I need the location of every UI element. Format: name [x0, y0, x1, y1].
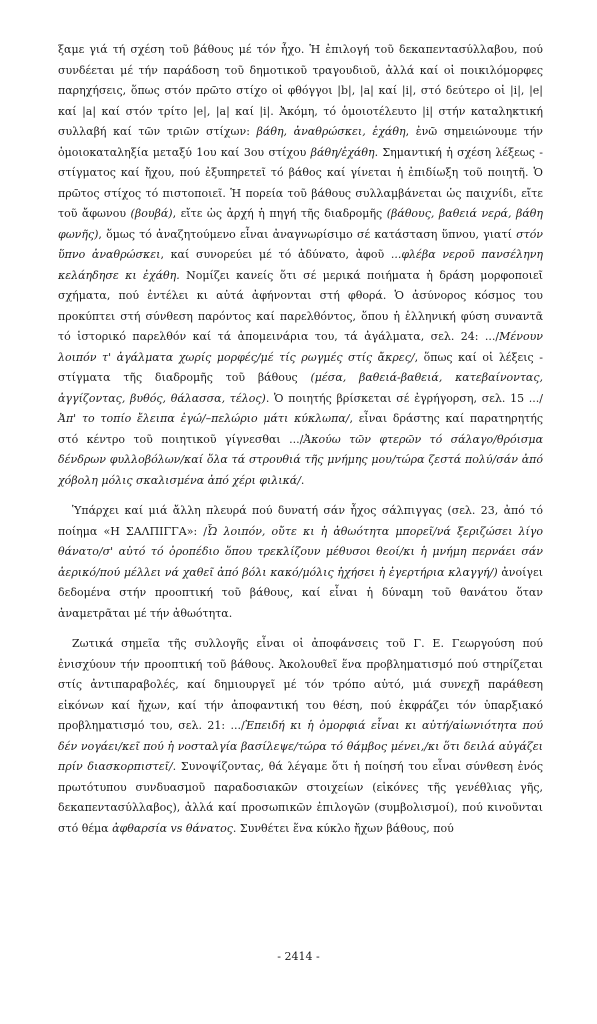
page-number: - 2414 -: [277, 950, 320, 963]
text-run: Ζωτικά σημεῖα τῆς συλλογῆς εἶναι οἱ ἀποφάνσεις τοῦ Γ. Ε. Γεωργούση πού ἐνισχύουν τήν προοπτική τοῦ βάθους. Ἀκολουθεῖ ἕνα προβληματισμό πού στηρίζεται στίς ἀντιπαραβολές, καί δημιουργεῖ μέ τόν τρόπο αὐτό, μιά συνεχῆ παράθεση εἰκόνων καί ἤχων, καί τήν ἀποφαντική του θέση, πού ἐκφράζει τόν ὑπαρξιακό προβληματισμό του, σελ. 21: .../: [58, 637, 543, 732]
text-run: , ὅπως καί οἱ λέξεις - στίγματα τῆς διαδρομῆς τοῦ βάθους: [58, 350, 543, 384]
text-run: . Συνοψίζοντας, θά λέγαμε ὅτι ἡ ποίησή του εἶναι σύνθεση ἑνός πρωτότυπου συνδυασμοῦ παραδοσιακῶν στοιχείων (εἰκόνες τῆς γενέθλιας γῆς, δεκαπεντασύλλαβος), ἀλλά καί προσωπικῶν ἐπιλογῶν (συμβολισμοί), πού κινοῦνται στό θέμα: [58, 760, 543, 835]
italic-quote: ...φλέβα νεροῦ πανσέληνη κελάηδησε κι ἐχάθη.: [58, 248, 544, 282]
text-run: .: [300, 473, 305, 487]
text-run: , ὅμως τό ἀναζητούμενο εἶναι ἀναγνωρίσιμο σέ κατάσταση ὕπνου, γιατί: [98, 227, 517, 241]
paragraph-3: [58, 634, 543, 839]
italic-quote: βάθη, ἀναθρώσκει, ἐχάθη: [256, 125, 406, 138]
text-run: . Συνθέτει ἕνα κύκλο ἤχων βάθους, πού: [232, 821, 454, 835]
italic-quote: Ἀκούω τῶν φτερῶν τό σάλαγο/θρόισμα δένδρων φυλλοβόλων/καί ὅλα τά στρουθιά τῆς μνήμης μου/τώρα ζεστά πολύ/σάν ἀπό χόβολη μόλις σκαλισμένα ἀπό χέρι φιλικά/: [58, 432, 543, 487]
text-run: Ὑπάρχει καί μιά ἄλλη πλευρά πού δυνατή σάν ἦχος σάλπιγγας (σελ. 23, ἀπό τό ποίημα «Η ΣΑΛΠΙΓΓΑ»: /: [58, 504, 543, 538]
page-body: [58, 40, 543, 839]
italic-quote: Μένουν λοιπόν τ' ἀγάλματα χωρίς μορφές/μέ τίς ρωγμές στίς ἄκρες/: [58, 330, 543, 364]
text-run: ξαμε γιά τή σχέση τοῦ βάθους μέ τόν ἦχο. Ἡ ἐπιλογή τοῦ δεκαπεντασύλλαβου, πού συνδέεται μέ τήν παράδοση τοῦ δημοτικοῦ τραγουδιοῦ, ἀλλά καί οἱ ποικιλόμορφες παρηχήσεις, ὅπως στόν πρῶτο στίχο οἱ φθόγγοι |b|, |a| καί |i|, στό δεύτερο οἱ |i|, |e| καί |a| καί στόν τρίτο |e|, |a| καί |i|. Ἀκόμη, τό ὁμοιοτέλευτο |i| στήν καταληκτική συλλαβή καί τῶν τριῶν στίχων:: [58, 43, 543, 138]
text-run: Νομίζει κανείς ὅτι σέ μερικά ποιήματα ἡ δράση μορφοποιεῖ σχήματα, πού ἐντέλει κι αὐτά ἀφήνονται στή φθορά. Ὁ ἀσύνορος κόσμος του προκύπτει στή σύνθεση παρόντος καί παρελθόντος, ὅπου ἡ ἑλληνική φύση συναντᾶ τό ἱστορικό παρελθόν καί τά ἀπομεινάρια του, τά ἀγάλματα, σελ. 24: .../: [58, 268, 543, 343]
italic-quote: (βουβά): [130, 207, 173, 220]
text-run: . Ὁ ποιητής βρίσκεται σέ ἐγρήγορση, σελ. 15 .../: [265, 391, 543, 405]
text-run: , ἐνῶ σημειώνουμε τήν ὁμοιοκαταληξία μεταξύ 1ου καί 3ου στίχου: [58, 125, 543, 159]
text-run: , εἶναι δράστης καί παρατηρητής στό κέντρο τοῦ ποιητικοῦ γίγνεσθαι .../: [58, 412, 543, 446]
italic-quote: βάθη/ἐχάθη: [310, 145, 375, 159]
italic-quote: Ὦ λοιπόν, οὔτε κι ἡ ἀθωότητα μπορεῖ/νά ξεριζώσει λίγο θάνατο/σ' αὐτό τό ὀροπέδιο ὅπου τρεκλίζουν μέθυσοι θεοί/κι ἡ μνήμη περνάει σάν ἀερικό/πού μέλλει νά χαθεῖ ἀπό βόλι κακό/μόλις ἠχήσει ἡ ἐγερτήρια κλαγγή/): [58, 524, 544, 579]
paragraph-1: [58, 40, 543, 491]
italic-quote: Ἀπ' το τοπίο ἔλειπα ἐγώ/–πελώριο μάτι κύκλωπα/: [58, 412, 350, 425]
text-run: , καί συνορεύει μέ τό ἀδύνατο, ἀφοῦ: [160, 248, 391, 261]
text-run: , εἴτε ὡς ἀρχή ἡ πηγή τῆς διαδρομῆς: [172, 207, 387, 220]
italic-quote: Ἐπειδή κι ἡ ὀμορφιά εἶναι κι αὐτή/αἰωνιότητα πού δέν νογάει/κεῖ πού ἡ νοσταλγία βασίλεψε/τώρα τό θάμβος μένει,/κι ὅτι δειλά αὐγάζει πρίν διασκορπιστεῖ/: [58, 719, 544, 773]
italic-quote: (βάθους, βαθειά νερά, βάθη φωνῆς): [58, 207, 544, 241]
text-run: ἀνοίγει δεδομένα στήν προοπτική τοῦ βάθους, καί εἶναι ἡ δύναμη τοῦ θανάτου ὅταν ἀναμετρᾶται μέ τήν ἀθωότητα.: [58, 565, 543, 620]
italic-quote: ἀφθαρσία vs θάνατος: [112, 821, 233, 835]
paragraph-2: [58, 501, 543, 624]
text-run: . Σημαντική ἡ σχέση λέξεως - στίγματος καί ἤχου, πού ἐξυπηρετεῖ τό βάθος καί γίνεται ἡ ἐπιδίωξη τοῦ ποιητῆ. Ὁ πρῶτος στίχος τό πιστοποιεῖ. Ἡ πορεία τοῦ βάθους συλλαμβάνεται ὡς παιχνίδι, εἴτε τοῦ ἄφωνου: [58, 145, 544, 220]
italic-quote: (μέσα, βαθειά-βαθειά, κατεβαίνοντας, ἀγγίζοντας, βυθός, θάλασσα, τέλος): [58, 371, 543, 405]
italic-quote: στόν ὕπνο ἀναθρώσκει: [58, 227, 543, 261]
